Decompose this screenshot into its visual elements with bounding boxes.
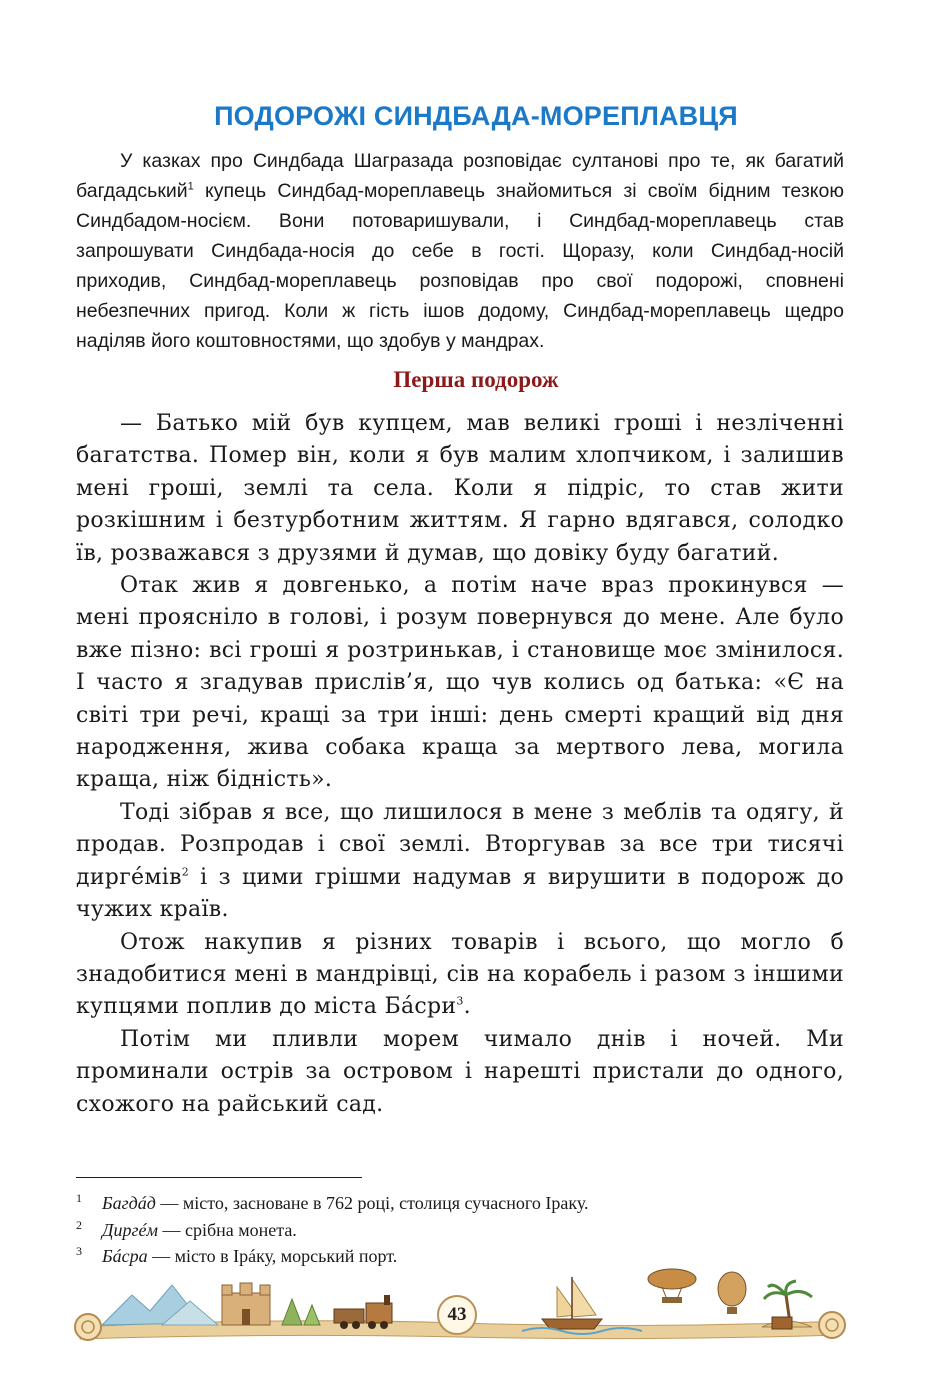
footnote-text: — срібна монета. (157, 1219, 297, 1240)
footnote-term: Диргéм (102, 1219, 158, 1240)
footnote-number: 2 (76, 1217, 82, 1232)
footnote-2 (76, 1217, 856, 1244)
footnote-term: Багдáд (102, 1193, 156, 1213)
footnote-term: Бáсра (102, 1246, 148, 1266)
footnote-divider (76, 1177, 362, 1178)
footnote-1 (76, 1190, 856, 1217)
footnote-ref-2: 2 (181, 865, 190, 879)
story-paragraph-4-part-b: . (463, 994, 471, 1020)
footnote-text: — місто, засноване в 762 році, столиця сучасного Іраку. (155, 1193, 589, 1213)
story-text (76, 408, 844, 1121)
intro-paragraph (76, 146, 844, 356)
story-paragraph-5: Потім ми пливли морем чимало днів і ночей. Ми проминали острів за островом і нарешті пристали до одного, схожого на райський сад. (76, 1026, 844, 1117)
footnote-ref-3: 3 (456, 994, 464, 1008)
story-paragraph-3-part-a: Тоді зібрав я все, що лишилося в мене з меблів та одягу, й продав. Розпродав і свої землі. Вторгував за все три тисячі диргéмів (76, 799, 844, 890)
footnote-ref-1: 1 (187, 180, 194, 193)
chapter-subtitle: Перша подорож (393, 367, 559, 392)
page-number: 43 (437, 1295, 477, 1335)
intro-part-2: купець Синдбад-мореплавець знайомиться зі своїм бідним тезкою Синдбадом-носієм. Вони потоваришували, і Синдбад-мореплавець став запрошувати Синдбада-носія до себе в гості. Щоразу, коли Синдбад-носій приходив, Синдбад-мореплавець розповідав про свої подорожі, сповнені небезпечних пригод. Коли ж гість ішов додому, Синдбад-мореплавець щедро наділяв його коштовностями, що здобув у мандрах. (76, 180, 844, 352)
story-paragraph-4-part-a: Отож накупив я різних товарів і всього, що могло б знадобитися мені в мандрівці, сів на корабель і разом з іншими купцями поплив до міста Бáсри (76, 929, 844, 1020)
footnote-number: 1 (76, 1191, 82, 1205)
intro-text (76, 146, 844, 356)
footnotes (76, 1190, 856, 1270)
intro-part-1: У казках про Синдбада Шагразада розповідає султанові про те, як багатий багдадський (76, 150, 844, 202)
page-title: ПОДОРОЖІ СИНДБАДА-МОРЕПЛАВЦЯ (214, 101, 738, 131)
story-paragraph-4 (76, 927, 844, 1024)
story-paragraph-2: Отак жив я довгенько, а потім наче враз прокинувся — мені прояснiло в голові, і розум повернувся до мене. Але було вже пізно: всі гроші я розтринькав, і становище моє змінилося. І часто я згадував прислів’я, що чув колись од батька: «Є на світі три речі, кращі за три інші: день смерті кращий від дня народження, жива собака краща за мертвого лева, могила краща, ніж бідність». (76, 573, 844, 793)
story-paragraph-3-part-b: і з цими грішми надумав я вирушити в подорож до чужих країв. (76, 864, 844, 923)
footnote-text: — місто в Ірáку, морський порт. (147, 1246, 398, 1266)
story-paragraph-3 (76, 797, 844, 927)
story-paragraph-1: — Батько мій був купцем, мав великі гроші і незліченні багатства. Помер він, коли я був малим хлопчиком, і залишив мені гроші, землі та села. Коли я підріс, то став жити розкішним і безтурботним життям. Я гарно вдягався, солодко їв, розважався з друзями й думав, що довіку буду багатий. (76, 411, 844, 566)
footnote-number: 3 (76, 1244, 82, 1258)
